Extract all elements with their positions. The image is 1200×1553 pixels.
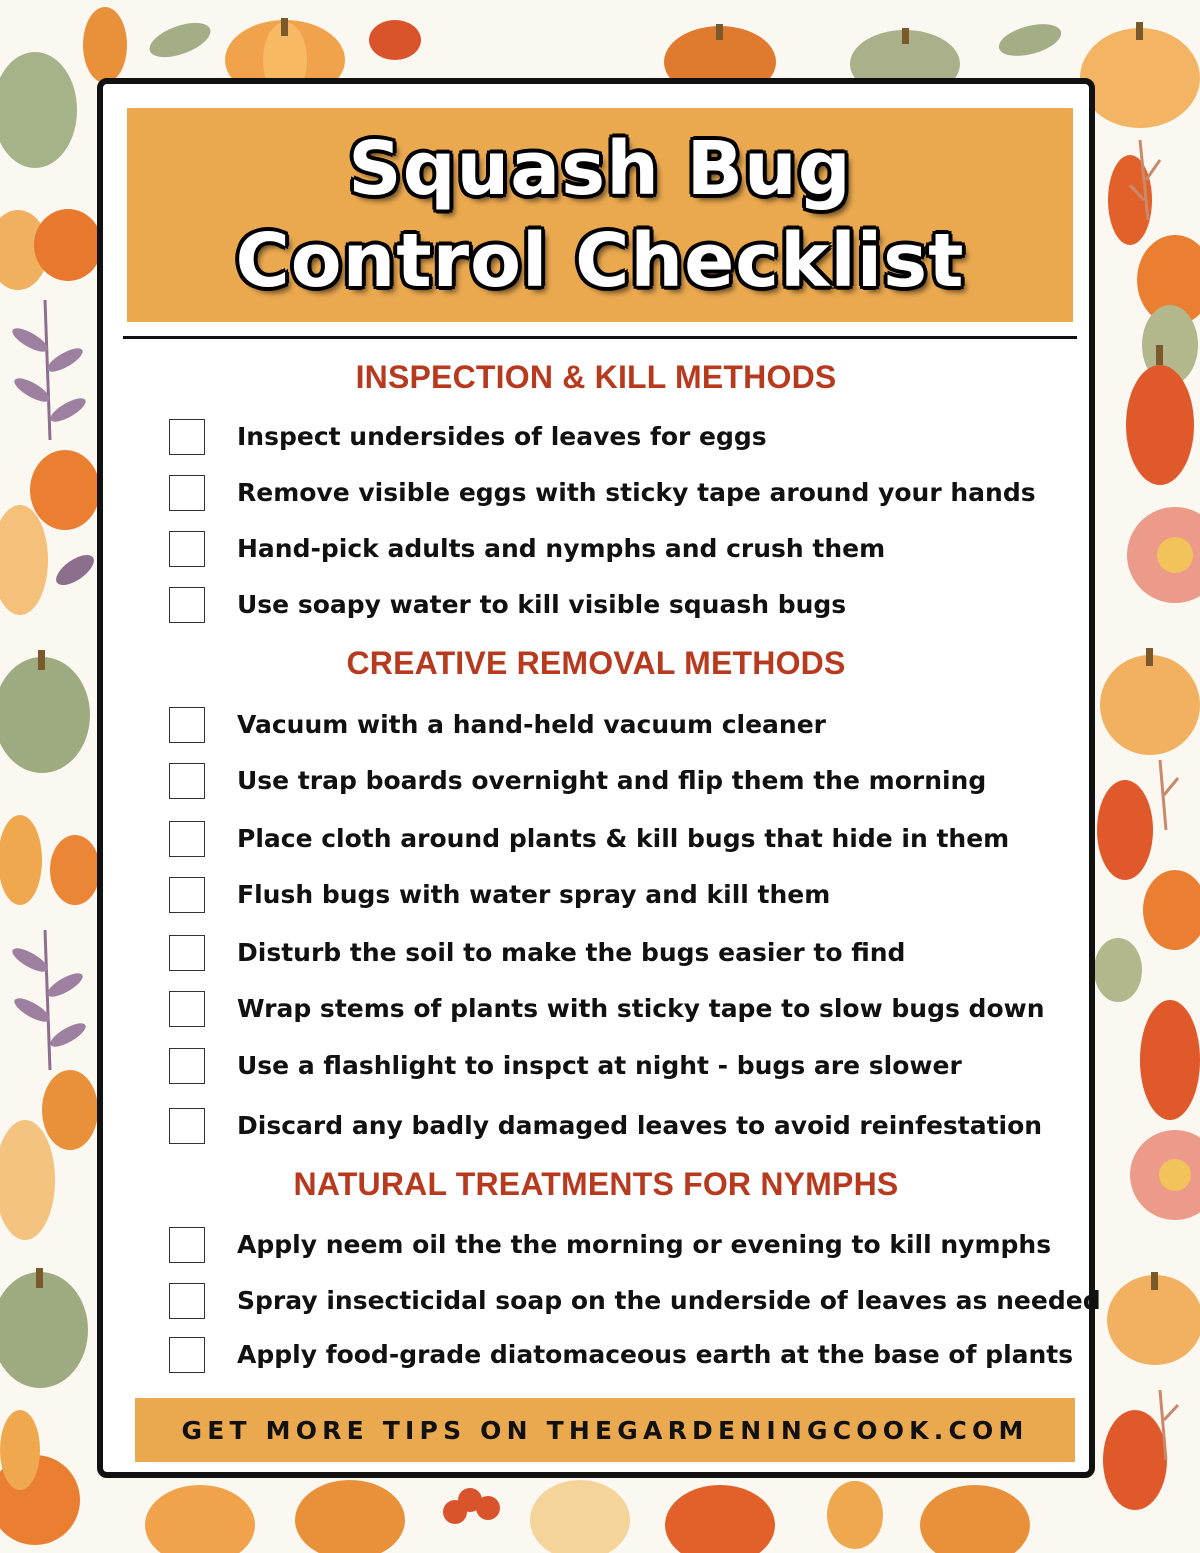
list-item — [103, 1283, 1101, 1323]
item-label: Use soapy water to kill visible squash bugs — [237, 590, 847, 619]
oak-leaf-icon — [827, 1481, 883, 1549]
list-item — [103, 935, 1089, 975]
checkbox[interactable] — [169, 475, 205, 511]
list-item — [103, 877, 1089, 917]
checklist-card — [97, 78, 1101, 1478]
checkbox[interactable] — [169, 707, 205, 743]
checkbox[interactable] — [169, 821, 205, 857]
oak-leaf-icon — [83, 7, 127, 83]
item-label: Spray insecticidal soap on the underside of leaves as needed — [237, 1286, 1101, 1315]
title-banner — [127, 108, 1073, 322]
checkbox[interactable] — [169, 991, 205, 1027]
footer-link[interactable]: GET MORE TIPS ON THEGARDENINGCOOK.COM — [181, 1415, 1029, 1445]
pumpkin-icon — [145, 1480, 1030, 1553]
list-item — [103, 1227, 1089, 1267]
checkbox[interactable] — [169, 587, 205, 623]
checkbox[interactable] — [169, 877, 205, 913]
checkbox[interactable] — [169, 1227, 205, 1263]
checkbox[interactable] — [169, 763, 205, 799]
checkbox[interactable] — [169, 1108, 205, 1144]
checkbox[interactable] — [169, 419, 205, 455]
section-heading-creative: CREATIVE REMOVAL METHODS — [346, 645, 846, 681]
title-line-2: Control Checklist — [235, 218, 965, 304]
checkbox[interactable] — [169, 1048, 205, 1084]
title-line-1: Squash Bug — [348, 126, 852, 212]
item-label: Hand-pick adults and nymphs and crush them — [237, 534, 886, 563]
divider — [123, 336, 1077, 339]
item-label: Remove visible eggs with sticky tape around your hands — [237, 478, 1036, 507]
item-label: Vacuum with a hand-held vacuum cleaner — [237, 710, 827, 739]
item-label: Flush bugs with water spray and kill them — [237, 880, 831, 909]
list-item — [103, 475, 1089, 515]
item-label: Use trap boards overnight and flip them the morning — [237, 766, 987, 795]
checkbox[interactable] — [169, 531, 205, 567]
section-heading-inspection: INSPECTION & KILL METHODS — [355, 359, 837, 395]
item-label: Use a flashlight to inspct at night - bugs are slower — [237, 1051, 962, 1080]
checkbox[interactable] — [169, 935, 205, 971]
list-item — [103, 419, 1089, 459]
list-item — [103, 587, 1089, 627]
checkbox[interactable] — [169, 1337, 205, 1373]
footer-banner — [135, 1398, 1075, 1462]
item-label: Apply neem oil the the morning or evening to kill nymphs — [237, 1230, 1052, 1259]
list-item — [103, 1048, 1089, 1088]
item-label: Inspect undersides of leaves for eggs — [237, 422, 767, 451]
squash-icon — [1094, 155, 1200, 1510]
list-item — [103, 1337, 1089, 1377]
list-item — [103, 1108, 1089, 1148]
list-item — [103, 531, 1089, 571]
list-item — [103, 707, 1089, 747]
item-label: Disturb the soil to make the bugs easier to find — [237, 938, 906, 967]
list-item — [103, 991, 1089, 1031]
list-item — [103, 821, 1089, 861]
pumpkin-icon — [1080, 22, 1200, 128]
squash-icon — [0, 52, 102, 1545]
list-item — [103, 763, 1089, 803]
item-label: Wrap stems of plants with sticky tape to slow bugs down — [237, 994, 1045, 1023]
item-label: Place cloth around plants & kill bugs that hide in them — [237, 824, 1010, 853]
item-label: Apply food-grade diatomaceous earth at the base of plants — [237, 1340, 1074, 1369]
section-heading-natural: NATURAL TREATMENTS FOR NYMPHS — [293, 1166, 899, 1202]
checkbox[interactable] — [169, 1283, 205, 1319]
item-label: Discard any badly damaged leaves to avoid reinfestation — [237, 1111, 1043, 1140]
